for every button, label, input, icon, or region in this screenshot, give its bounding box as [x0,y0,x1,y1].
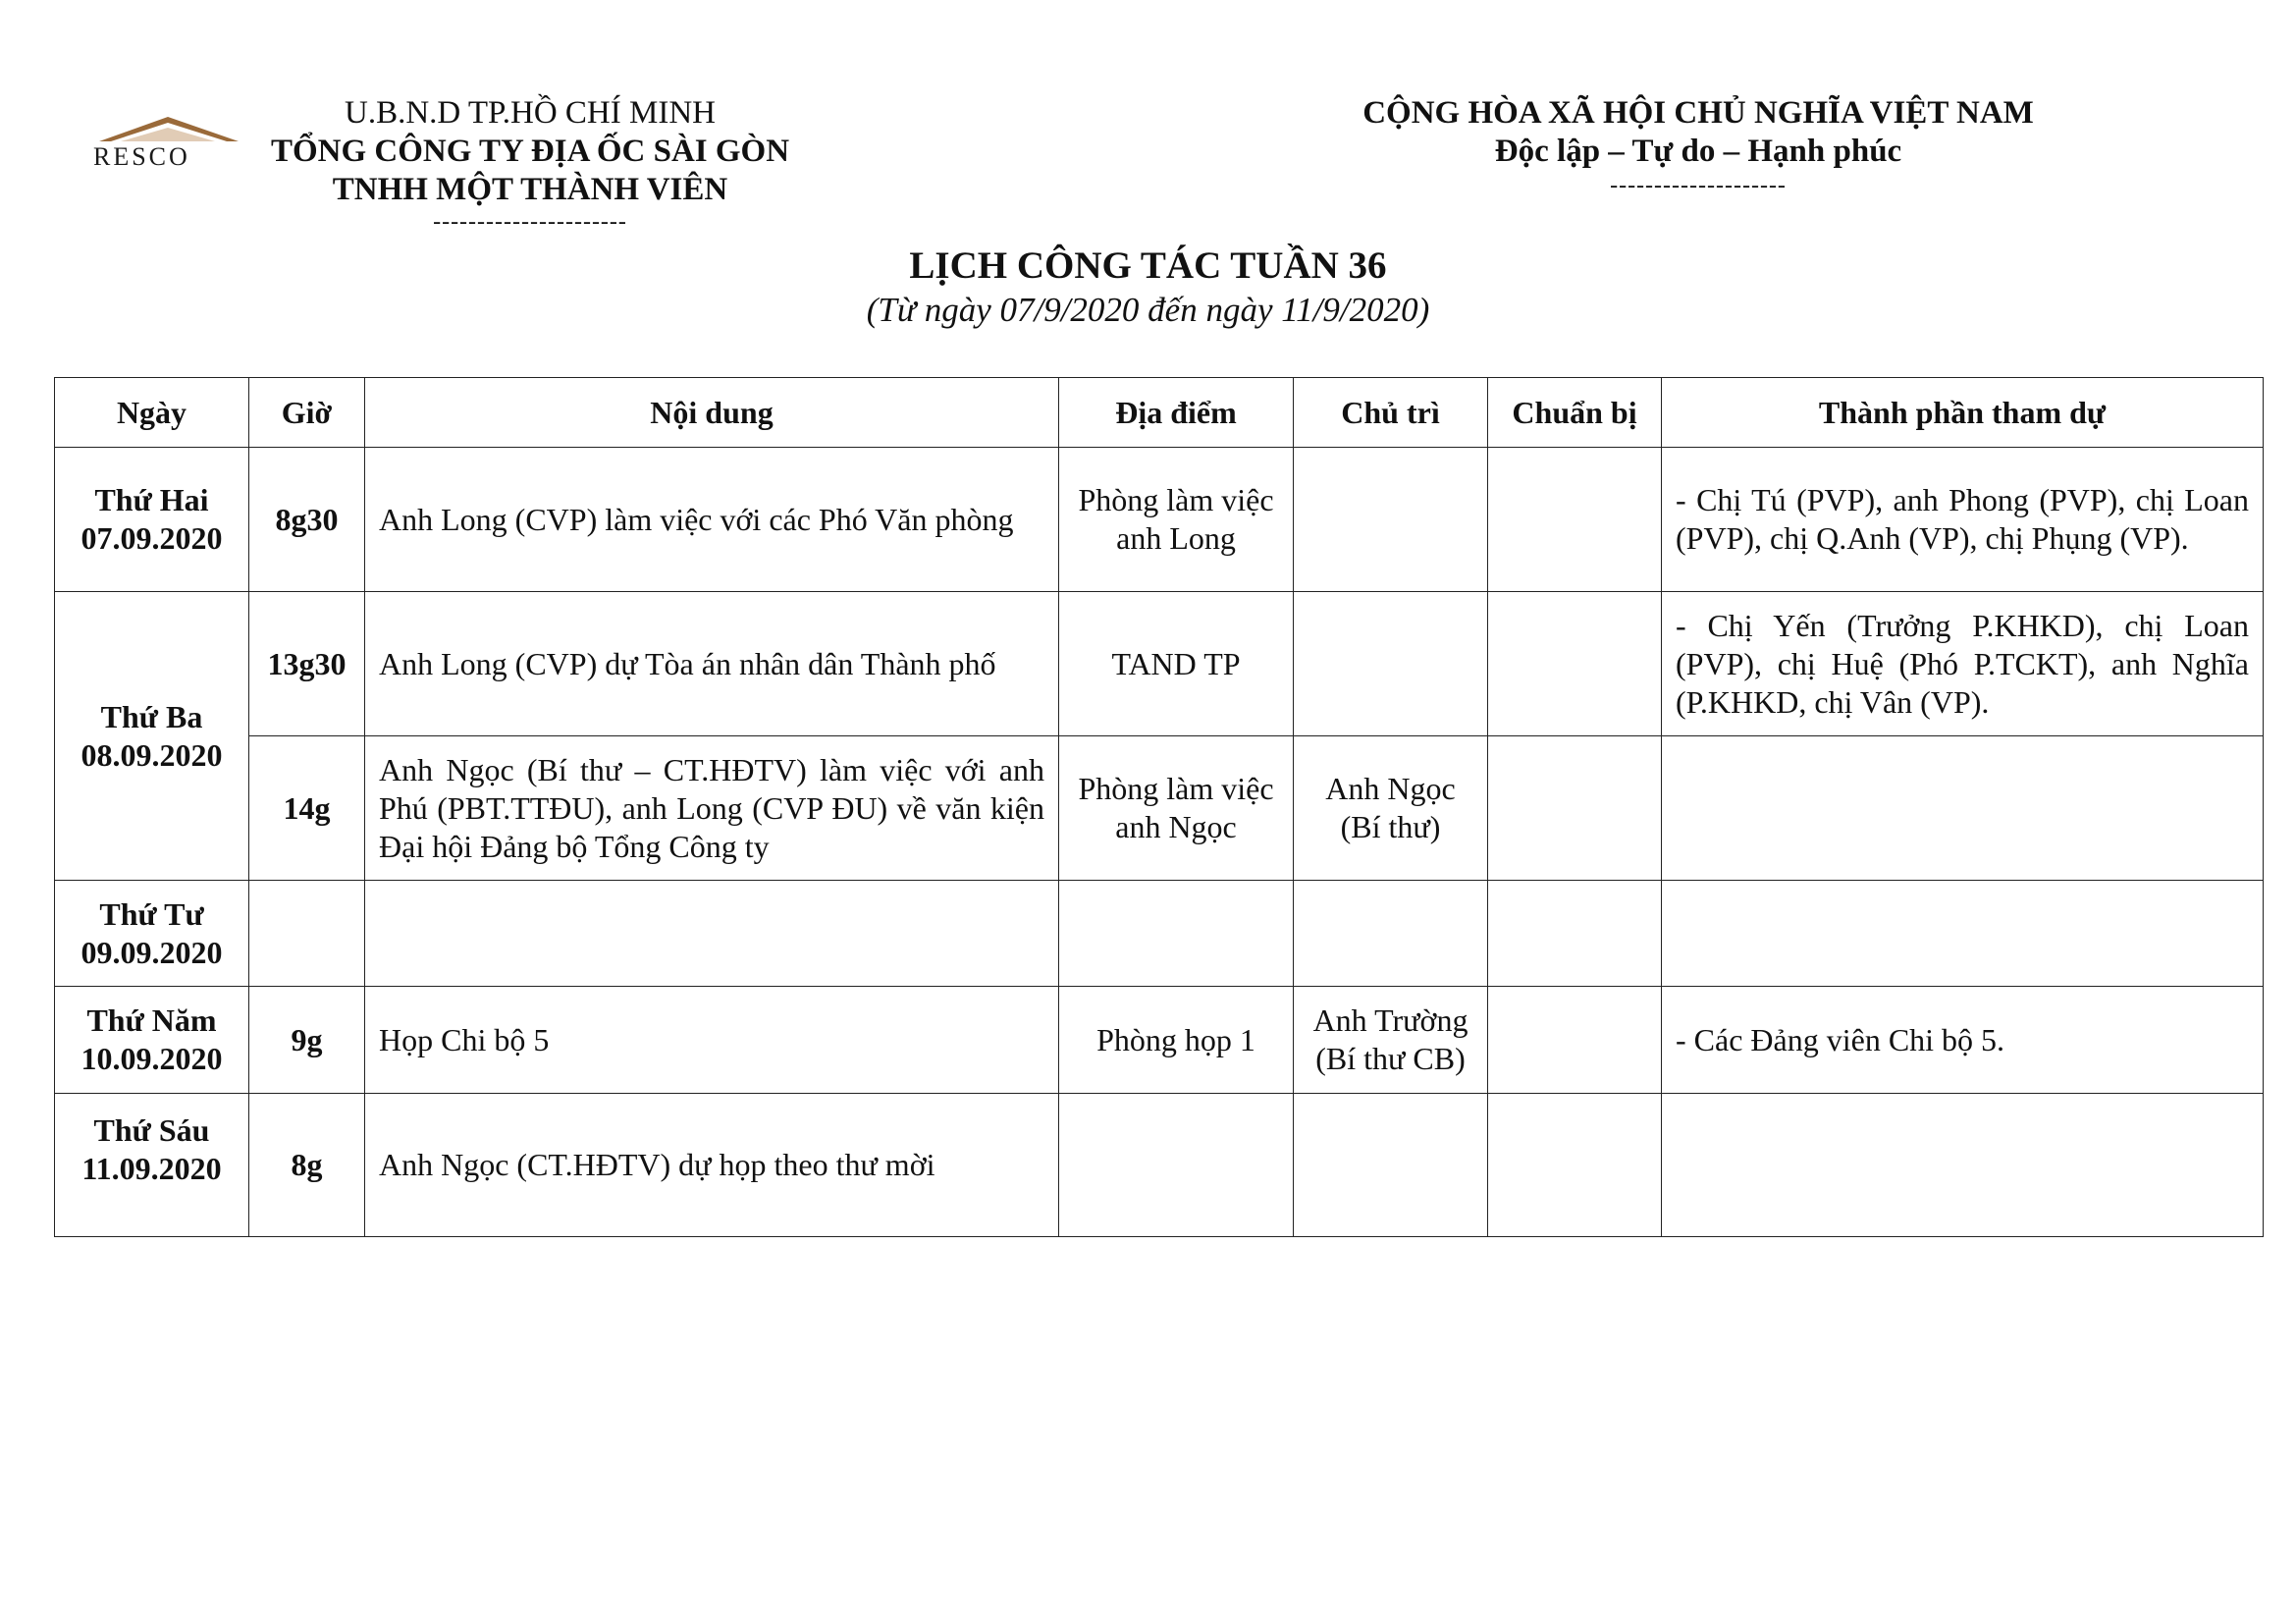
org-separator: ---------------------- [433,209,627,235]
time-cell: 8g [249,1094,365,1237]
members-cell [1662,736,2264,881]
organization-header [255,94,805,235]
header-time: Giờ [249,378,365,448]
national-line-2: Độc lập – Tự do – Hạnh phúc [1494,134,1902,169]
members-cell: - Chị Yến (Trưởng P.KHKD), chị Loan (PVP), chị Huệ (Phó P.TCKT), anh Nghĩa (P.KHKD, chị Vân (VP). [1662,592,2264,736]
org-line-2: TỔNG CÔNG TY ĐỊA ỐC SÀI GÒN [270,134,790,169]
prep-cell [1488,987,1662,1094]
time-cell [249,881,365,987]
place-cell: TAND TP [1059,592,1294,736]
prep-cell [1488,448,1662,592]
members-cell [1662,881,2264,987]
content-cell: Anh Ngọc (CT.HĐTV) dự họp theo thư mời [365,1094,1059,1237]
place-cell [1059,1094,1294,1237]
prep-cell [1488,1094,1662,1237]
table-row [55,736,2264,881]
logo-text: RESCO [93,142,190,171]
prep-cell [1488,881,1662,987]
content-cell: Họp Chi bộ 5 [365,987,1059,1094]
table-row [55,448,2264,592]
day-name: Thứ Sáu [93,1112,210,1148]
day-cell [55,1094,249,1237]
day-date: 11.09.2020 [81,1151,222,1186]
host-cell: Anh Trường (Bí thư CB) [1294,987,1488,1094]
place-cell: Phòng làm việc anh Long [1059,448,1294,592]
time-cell: 9g [249,987,365,1094]
prep-cell [1488,592,1662,736]
members-cell: - Các Đảng viên Chi bộ 5. [1662,987,2264,1094]
national-separator: -------------------- [1610,173,1787,198]
content-cell [365,881,1059,987]
day-cell [55,448,249,592]
header-host: Chủ trì [1294,378,1488,448]
members-cell [1662,1094,2264,1237]
content-cell: Anh Ngọc (Bí thư – CT.HĐTV) làm việc với anh Phú (PBT.TTĐU), anh Long (CVP ĐU) về văn kiện Đại hội Đảng bộ Tổng Công ty [365,736,1059,881]
time-cell: 8g30 [249,448,365,592]
schedule-table [54,377,2264,1237]
host-cell: Anh Ngọc (Bí thư) [1294,736,1488,881]
place-cell: Phòng họp 1 [1059,987,1294,1094]
time-cell: 13g30 [249,592,365,736]
header-prep: Chuẩn bị [1488,378,1662,448]
table-row [55,1094,2264,1237]
host-cell [1294,592,1488,736]
header-members: Thành phần tham dự [1662,378,2264,448]
org-line-1: U.B.N.D TP.HỒ CHÍ MINH [344,95,716,131]
day-cell [55,881,249,987]
content-cell: Anh Long (CVP) làm việc với các Phó Văn phòng [365,448,1059,592]
table-header-row [55,378,2264,448]
document-title: LỊCH CÔNG TÁC TUẦN 36 [909,244,1387,287]
day-name: Thứ Ba [100,698,203,734]
host-cell [1294,881,1488,987]
day-cell [55,987,249,1094]
org-line-3: TNHH MỘT THÀNH VIÊN [332,172,728,207]
day-date: 07.09.2020 [80,520,223,556]
day-name: Thứ Tư [99,895,204,932]
table-row [55,987,2264,1094]
document-subtitle: (Từ ngày 07/9/2020 đến ngày 11/9/2020) [866,291,1430,329]
members-cell: - Chị Tú (PVP), anh Phong (PVP), chị Loan (PVP), chị Q.Anh (VP), chị Phụng (VP). [1662,448,2264,592]
content-cell: Anh Long (CVP) dự Tòa án nhân dân Thành phố [365,592,1059,736]
place-cell: Phòng làm việc anh Ngọc [1059,736,1294,881]
resco-logo [91,112,258,177]
table-row [55,592,2264,736]
day-cell [55,592,249,881]
header-content: Nội dung [365,378,1059,448]
day-date: 08.09.2020 [80,736,223,773]
header-place: Địa điểm [1059,378,1294,448]
day-name: Thứ Năm [86,1002,217,1038]
table-row [55,881,2264,987]
prep-cell [1488,736,1662,881]
host-cell [1294,448,1488,592]
day-date: 09.09.2020 [80,934,223,970]
day-date: 10.09.2020 [80,1041,223,1076]
national-line-1: CỘNG HÒA XÃ HỘI CHỦ NGHĨA VIỆT NAM [1362,95,2034,131]
header-day: Ngày [55,378,249,448]
day-name: Thứ Hai [94,482,209,517]
host-cell [1294,1094,1488,1237]
place-cell [1059,881,1294,987]
time-cell: 14g [249,736,365,881]
national-header [1315,94,2081,200]
